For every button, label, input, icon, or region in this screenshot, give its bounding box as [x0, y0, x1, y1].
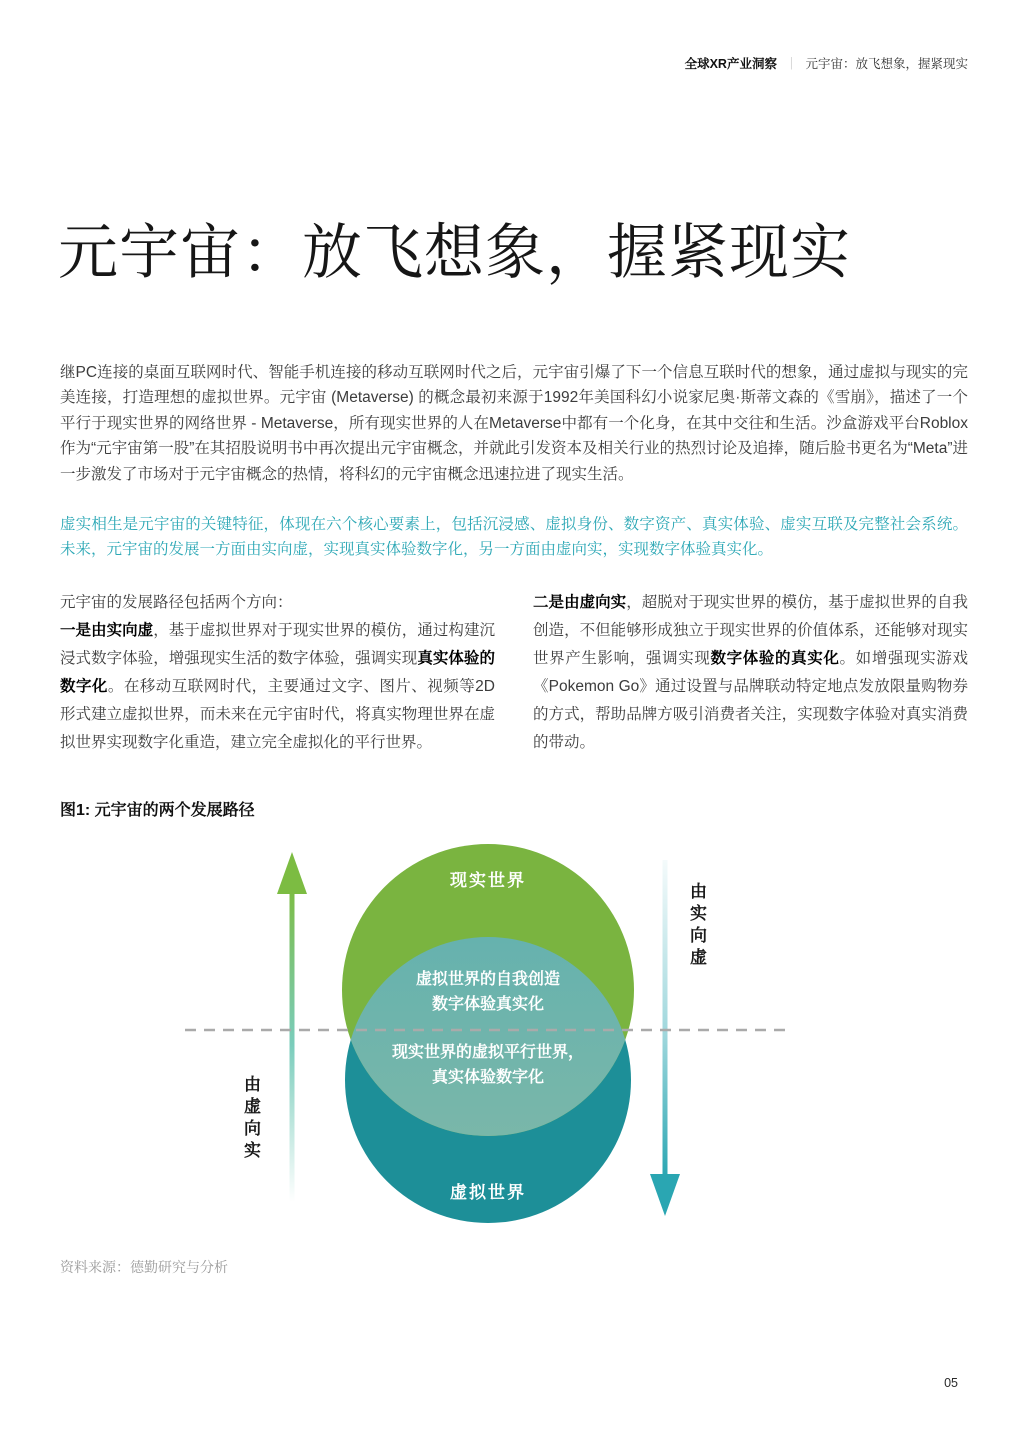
right-col-run-4: 。如增强现实游戏《Pokemon Go》通过设置与品牌联动特定地点发放限量购物券的方式，帮助品牌方吸引消费者关注，实现数字体验对真实消费的带动。: [533, 650, 968, 751]
axis-label-virtual-to-real: 由虚向实: [241, 1075, 260, 1163]
left-col-run-bold-1: 一是由实向虚: [60, 622, 154, 639]
header-chapter-title: 元宇宙：放飞想象，握紧现实: [805, 57, 968, 71]
left-col-run-bold-3: 真实体验的数字化: [60, 650, 495, 695]
left-col-intro-line: 元宇宙的发展路径包括两个方向：: [60, 594, 293, 611]
virtual-world-label: 虚拟世界: [450, 1183, 526, 1202]
left-col-run-4: 。在移动互联网时代，主要通过文字、图片、视频等2D形式建立虚拟世界，而未来在元宇宙时代，将真实物理世界在虚拟世界实现数字化重造，建立完全虚拟化的平行世界。: [60, 678, 495, 751]
axis-label-real-to-virtual: 由实向虚: [687, 882, 706, 970]
left-col-run-2: ，基于虚拟世界对于现实世界的模仿，通过构建沉浸式数字体验，增强现实生活的数字体验，强调实现: [60, 622, 495, 667]
venn-diagram-figure: [0, 830, 1019, 1250]
overlap-upper-label: 虚拟世界的自我创造 数字体验真实化: [415, 971, 560, 1013]
source-note: 资料来源：德勤研究与分析: [60, 1259, 228, 1275]
two-column-body: [60, 589, 968, 757]
right-col-run-bold-1: 二是由虚向实: [533, 594, 627, 611]
real-world-label: 现实世界: [450, 871, 526, 890]
page-number: 05: [944, 1376, 958, 1390]
column-right-text: [533, 589, 968, 757]
header-section-name: 全球XR产业洞察: [684, 57, 777, 71]
highlight-paragraph: 虚实相生是元宇宙的关键特征，体现在六个核心要素上，包括沉浸感、虚拟身份、数字资产、真实体验、虚实互联及完整社会系统。未来，元宇宙的发展一方面由实向虚，实现真实体验数字化，另一方面由虚向实，实现数字体验真实化。: [60, 516, 968, 558]
intro-paragraph: 继PC连接的桌面互联网时代、智能手机连接的移动互联网时代之后，元宇宙引爆了下一个信息互联时代的想象，通过虚拟与现实的完美连接，打造理想的虚拟世界。元宇宙 (Metaverse) 的概念最初来源于1992年美国科幻小说家尼奥·斯蒂文森的《雪崩》，描述了一个平行于现实世界的网络世界 - Metaverse，所有现实世界的人在Metaverse中都有一个化身，在其中交往和生活。沙盒游戏平台Roblox作为“元宇宙第一股”在其招股说明书中再次提出元宇宙概念，并就此引发资本及相关行业的热烈讨论及追捧，随后脸书更名为“Meta”进一步激发了市场对于元宇宙概念的热情，将科幻的元宇宙概念迅速拉进了现实生活。: [60, 364, 968, 483]
left-arrow-head-icon: [277, 852, 307, 894]
right-arrow-head-icon: [650, 1174, 680, 1216]
figure-caption: 图1: 元宇宙的两个发展路径: [60, 802, 255, 819]
page-title: 元宇宙：放飞想象，握紧现实: [58, 219, 851, 286]
column-left-text: [60, 589, 495, 757]
header-separator: ｜: [784, 57, 798, 71]
page-header: [685, 54, 968, 72]
right-col-run-bold-3: 数字体验的真实化: [710, 650, 840, 667]
right-col-run-2: ，超脱对于现实世界的模仿，基于虚拟世界的自我创造，不但能够形成独立于现实世界的价值体系，还能够对现实世界产生影响，强调实现: [533, 594, 968, 667]
overlap-lower-label: 现实世界的虚拟平行世界， 真实体验数字化: [391, 1044, 584, 1086]
